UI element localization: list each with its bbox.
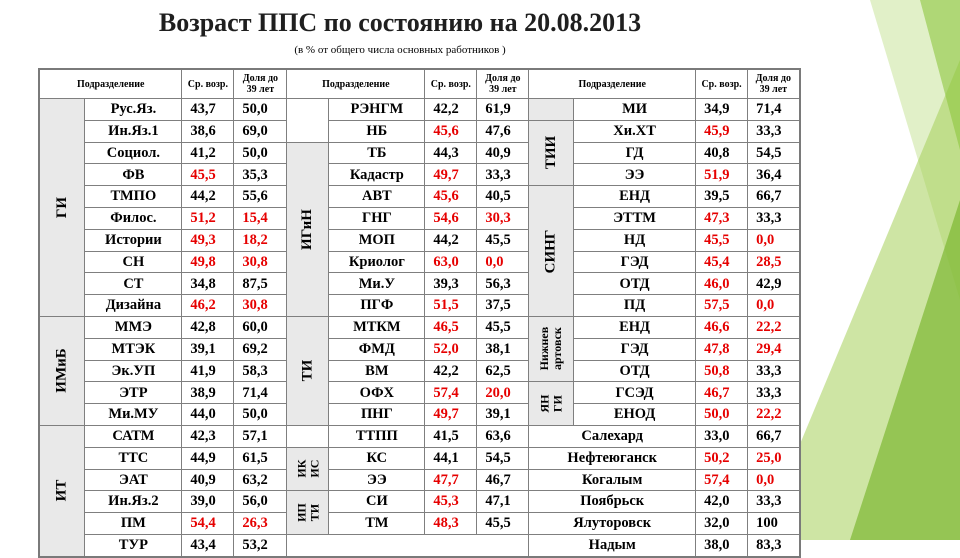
unit-name: Рус.Яз. [85, 99, 182, 121]
unit-name: Кадастр [329, 164, 425, 186]
avg-age-value: 32,0 [696, 513, 748, 535]
share-under-39-value: 39,1 [477, 404, 529, 426]
avg-age-value: 49,8 [182, 251, 234, 273]
unit-name: ГЭД [574, 251, 696, 273]
unit-name: Социол. [85, 142, 182, 164]
unit-name: ОТД [574, 273, 696, 295]
avg-age-value: 46,0 [696, 273, 748, 295]
avg-age-value: 34,8 [182, 273, 234, 295]
table-row [39, 404, 800, 426]
unit-name: СТ [85, 273, 182, 295]
group-label-cell [529, 186, 574, 317]
header-avg-age: Ср. возр. [425, 69, 477, 99]
share-under-39-value: 83,3 [748, 534, 800, 556]
avg-age-value: 54,6 [425, 207, 477, 229]
share-under-39-value: 0,0 [748, 295, 800, 317]
avg-age-value: 46,2 [182, 295, 234, 317]
page-title: Возраст ППС по состоянию на 20.08.2013 [158, 8, 642, 37]
avg-age-value: 38,9 [182, 382, 234, 404]
unit-name: Эк.УП [85, 360, 182, 382]
table-row [39, 382, 800, 404]
share-under-39-value: 54,5 [748, 142, 800, 164]
share-under-39-value: 38,1 [477, 338, 529, 360]
share-under-39-value: 100 [748, 513, 800, 535]
avg-age-value: 38,6 [182, 120, 234, 142]
avg-age-value: 47,7 [425, 469, 477, 491]
unit-name: ГНГ [329, 207, 425, 229]
unit-name: Филос. [85, 207, 182, 229]
header-unit: Подразделение [529, 69, 696, 99]
page-subtitle: (в % от общего числа основных работников ) [294, 44, 506, 56]
share-under-39-value: 26,3 [234, 513, 287, 535]
avg-age-value: 52,0 [425, 338, 477, 360]
unit-name: ПД [574, 295, 696, 317]
share-under-39-value: 29,4 [748, 338, 800, 360]
unit-name: САТМ [85, 425, 182, 447]
avg-age-value: 47,8 [696, 338, 748, 360]
avg-age-value: 42,2 [425, 360, 477, 382]
group-label-cell [529, 382, 574, 426]
table-row [39, 491, 800, 513]
group-label: ИК ИС [294, 459, 321, 478]
avg-age-value: 45,3 [425, 491, 477, 513]
share-under-39-value: 47,1 [477, 491, 529, 513]
avg-age-value: 43,4 [182, 534, 234, 556]
share-under-39-value: 54,5 [477, 447, 529, 469]
group-label-cell [39, 425, 85, 556]
group-label: ТИ [299, 360, 316, 382]
avg-age-value: 43,7 [182, 99, 234, 121]
unit-name: НД [574, 229, 696, 251]
avg-age-value: 57,5 [696, 295, 748, 317]
share-under-39-value: 69,2 [234, 338, 287, 360]
share-under-39-value: 57,1 [234, 425, 287, 447]
avg-age-value: 39,3 [425, 273, 477, 295]
avg-age-value: 45,5 [696, 229, 748, 251]
share-under-39-value: 33,3 [748, 207, 800, 229]
avg-age-value: 39,1 [182, 338, 234, 360]
unit-name: НБ [329, 120, 425, 142]
unit-name: ОФХ [329, 382, 425, 404]
group-label: ЯН ГИ [537, 394, 565, 413]
unit-name: ГД [574, 142, 696, 164]
unit-name: ЭЭ [329, 469, 425, 491]
unit-name: ПНГ [329, 404, 425, 426]
table-row [39, 469, 800, 491]
table-row [39, 534, 800, 556]
unit-name: Ин.Яз.1 [85, 120, 182, 142]
unit-name: ТМПО [85, 186, 182, 208]
avg-age-value: 50,8 [696, 360, 748, 382]
share-under-39-value: 45,5 [477, 513, 529, 535]
table-row [39, 360, 800, 382]
unit-name: ЭЭ [574, 164, 696, 186]
avg-age-value: 49,7 [425, 404, 477, 426]
share-under-39-value: 61,9 [477, 99, 529, 121]
share-under-39-value: 66,7 [748, 425, 800, 447]
unit-name: ТТПП [329, 425, 425, 447]
avg-age-value: 45,6 [425, 120, 477, 142]
unit-name: ВМ [329, 360, 425, 382]
share-under-39-value: 58,3 [234, 360, 287, 382]
unit-name: Салехард [529, 425, 696, 447]
avg-age-value: 34,9 [696, 99, 748, 121]
unit-name: Хи.ХТ [574, 120, 696, 142]
unit-name: ЕНОД [574, 404, 696, 426]
share-under-39-value: 22,2 [748, 404, 800, 426]
unit-name: Ин.Яз.2 [85, 491, 182, 513]
unit-name: Ялуторовск [529, 513, 696, 535]
table-row [39, 338, 800, 360]
unit-name: ТУР [85, 534, 182, 556]
share-under-39-value: 53,2 [234, 534, 287, 556]
group-label-cell [39, 316, 85, 425]
share-under-39-value: 36,4 [748, 164, 800, 186]
share-under-39-value: 47,6 [477, 120, 529, 142]
unit-name: ЭТТМ [574, 207, 696, 229]
avg-age-value: 45,5 [182, 164, 234, 186]
share-under-39-value: 0,0 [477, 251, 529, 273]
empty-group-cell [287, 534, 529, 556]
unit-name: МОП [329, 229, 425, 251]
avg-age-value: 44,9 [182, 447, 234, 469]
avg-age-value: 44,3 [425, 142, 477, 164]
unit-name: КС [329, 447, 425, 469]
share-under-39-value: 0,0 [748, 469, 800, 491]
avg-age-value: 45,9 [696, 120, 748, 142]
avg-age-value: 39,5 [696, 186, 748, 208]
share-under-39-value: 71,4 [748, 99, 800, 121]
unit-name: ЭТР [85, 382, 182, 404]
avg-age-value: 33,0 [696, 425, 748, 447]
unit-name: ФМД [329, 338, 425, 360]
avg-age-value: 48,3 [425, 513, 477, 535]
share-under-39-value: 33,3 [477, 164, 529, 186]
unit-name: ГСЭД [574, 382, 696, 404]
header-share-under-39: Доля до 39 лет [234, 69, 287, 99]
unit-name: РЭНГМ [329, 99, 425, 121]
unit-name: СИ [329, 491, 425, 513]
share-under-39-value: 87,5 [234, 273, 287, 295]
header-avg-age: Ср. возр. [182, 69, 234, 99]
avg-age-value: 42,0 [696, 491, 748, 513]
group-label-cell [529, 316, 574, 381]
share-under-39-value: 61,5 [234, 447, 287, 469]
share-under-39-value: 0,0 [748, 229, 800, 251]
avg-age-value: 40,9 [182, 469, 234, 491]
share-under-39-value: 62,5 [477, 360, 529, 382]
share-under-39-value: 33,3 [748, 360, 800, 382]
share-under-39-value: 40,9 [477, 142, 529, 164]
group-label-cell [39, 99, 85, 317]
unit-name: ТТС [85, 447, 182, 469]
share-under-39-value: 40,5 [477, 186, 529, 208]
avg-age-value: 39,0 [182, 491, 234, 513]
header-unit: Подразделение [287, 69, 425, 99]
group-label: ИМиБ [53, 348, 70, 394]
unit-name: ТМ [329, 513, 425, 535]
share-under-39-value: 25,0 [748, 447, 800, 469]
header-share-under-39: Доля до 39 лет [748, 69, 800, 99]
group-label: ТИИ [542, 136, 559, 170]
avg-age-value: 45,4 [696, 251, 748, 273]
group-label: ИТ [53, 480, 70, 502]
unit-name: СН [85, 251, 182, 273]
table-row [39, 425, 800, 447]
avg-age-value: 44,2 [425, 229, 477, 251]
unit-name: Истории [85, 229, 182, 251]
unit-name: Надым [529, 534, 696, 556]
unit-name: ТБ [329, 142, 425, 164]
table-row [39, 120, 800, 142]
share-under-39-value: 60,0 [234, 316, 287, 338]
empty-group-cell [529, 99, 574, 121]
share-under-39-value: 56,3 [477, 273, 529, 295]
avg-age-value: 44,1 [425, 447, 477, 469]
table-row [39, 99, 800, 121]
group-label-cell [287, 316, 329, 425]
unit-name: Дизайна [85, 295, 182, 317]
share-under-39-value: 33,3 [748, 120, 800, 142]
avg-age-value: 63,0 [425, 251, 477, 273]
avg-age-value: 50,0 [696, 404, 748, 426]
unit-name: Когалым [529, 469, 696, 491]
share-under-39-value: 30,8 [234, 295, 287, 317]
unit-name: АВТ [329, 186, 425, 208]
group-label: СИНГ [542, 229, 559, 273]
share-under-39-value: 63,2 [234, 469, 287, 491]
unit-name: ПМ [85, 513, 182, 535]
empty-group-cell [287, 99, 329, 143]
share-under-39-value: 46,7 [477, 469, 529, 491]
avg-age-value: 46,6 [696, 316, 748, 338]
table-row [39, 186, 800, 208]
share-under-39-value: 18,2 [234, 229, 287, 251]
share-under-39-value: 69,0 [234, 120, 287, 142]
share-under-39-value: 63,6 [477, 425, 529, 447]
avg-age-value: 38,0 [696, 534, 748, 556]
group-label-cell [529, 120, 574, 185]
unit-name: Нефтеюганск [529, 447, 696, 469]
share-under-39-value: 35,3 [234, 164, 287, 186]
unit-name: Ми.МУ [85, 404, 182, 426]
group-label: ИГиН [299, 208, 316, 250]
avg-age-value: 57,4 [425, 382, 477, 404]
share-under-39-value: 45,5 [477, 229, 529, 251]
unit-name: ГЭД [574, 338, 696, 360]
share-under-39-value: 33,3 [748, 382, 800, 404]
table-row [39, 164, 800, 186]
unit-name: ПГФ [329, 295, 425, 317]
share-under-39-value: 55,6 [234, 186, 287, 208]
avg-age-value: 40,8 [696, 142, 748, 164]
avg-age-value: 42,2 [425, 99, 477, 121]
avg-age-value: 51,2 [182, 207, 234, 229]
share-under-39-value: 50,0 [234, 142, 287, 164]
table-row [39, 316, 800, 338]
avg-age-value: 42,8 [182, 316, 234, 338]
share-under-39-value: 30,3 [477, 207, 529, 229]
group-label-cell [287, 447, 329, 491]
avg-age-value: 57,4 [696, 469, 748, 491]
avg-age-value: 47,3 [696, 207, 748, 229]
avg-age-value: 45,6 [425, 186, 477, 208]
share-under-39-value: 50,0 [234, 404, 287, 426]
avg-age-value: 42,3 [182, 425, 234, 447]
avg-age-value: 46,7 [696, 382, 748, 404]
age-table [38, 68, 801, 558]
group-label: ГИ [53, 196, 70, 219]
share-under-39-value: 37,5 [477, 295, 529, 317]
avg-age-value: 51,9 [696, 164, 748, 186]
unit-name: ФВ [85, 164, 182, 186]
avg-age-value: 41,5 [425, 425, 477, 447]
unit-name: Ми.У [329, 273, 425, 295]
share-under-39-value: 15,4 [234, 207, 287, 229]
unit-name: ЭАТ [85, 469, 182, 491]
group-label-cell [287, 491, 329, 535]
group-label-cell [287, 142, 329, 316]
unit-name: Криолог [329, 251, 425, 273]
avg-age-value: 50,2 [696, 447, 748, 469]
share-under-39-value: 71,4 [234, 382, 287, 404]
table-row [39, 273, 800, 295]
header-row [39, 69, 800, 99]
unit-name: ММЭ [85, 316, 182, 338]
avg-age-value: 54,4 [182, 513, 234, 535]
avg-age-value: 49,3 [182, 229, 234, 251]
group-label: ИП ТИ [294, 502, 321, 522]
unit-name: Поябрьск [529, 491, 696, 513]
avg-age-value: 49,7 [425, 164, 477, 186]
share-under-39-value: 50,0 [234, 99, 287, 121]
share-under-39-value: 22,2 [748, 316, 800, 338]
avg-age-value: 41,2 [182, 142, 234, 164]
unit-name: МТКМ [329, 316, 425, 338]
avg-age-value: 44,0 [182, 404, 234, 426]
unit-name: ОТД [574, 360, 696, 382]
avg-age-value: 46,5 [425, 316, 477, 338]
header-avg-age: Ср. возр. [696, 69, 748, 99]
share-under-39-value: 20,0 [477, 382, 529, 404]
share-under-39-value: 30,8 [234, 251, 287, 273]
share-under-39-value: 66,7 [748, 186, 800, 208]
table-row [39, 229, 800, 251]
header-unit: Подразделение [39, 69, 182, 99]
table-row [39, 447, 800, 469]
share-under-39-value: 56,0 [234, 491, 287, 513]
share-under-39-value: 42,9 [748, 273, 800, 295]
empty-group-cell [287, 425, 329, 447]
header-share-under-39: Доля до 39 лет [477, 69, 529, 99]
table-row [39, 251, 800, 273]
share-under-39-value: 33,3 [748, 491, 800, 513]
avg-age-value: 44,2 [182, 186, 234, 208]
share-under-39-value: 45,5 [477, 316, 529, 338]
table-row [39, 142, 800, 164]
avg-age-value: 41,9 [182, 360, 234, 382]
unit-name: МИ [574, 99, 696, 121]
share-under-39-value: 28,5 [748, 251, 800, 273]
avg-age-value: 51,5 [425, 295, 477, 317]
unit-name: МТЭК [85, 338, 182, 360]
unit-name: ЕНД [574, 186, 696, 208]
unit-name: ЕНД [574, 316, 696, 338]
table-row [39, 513, 800, 535]
table-row [39, 295, 800, 317]
table-row [39, 207, 800, 229]
group-label: Нижнев артовск [537, 326, 565, 371]
